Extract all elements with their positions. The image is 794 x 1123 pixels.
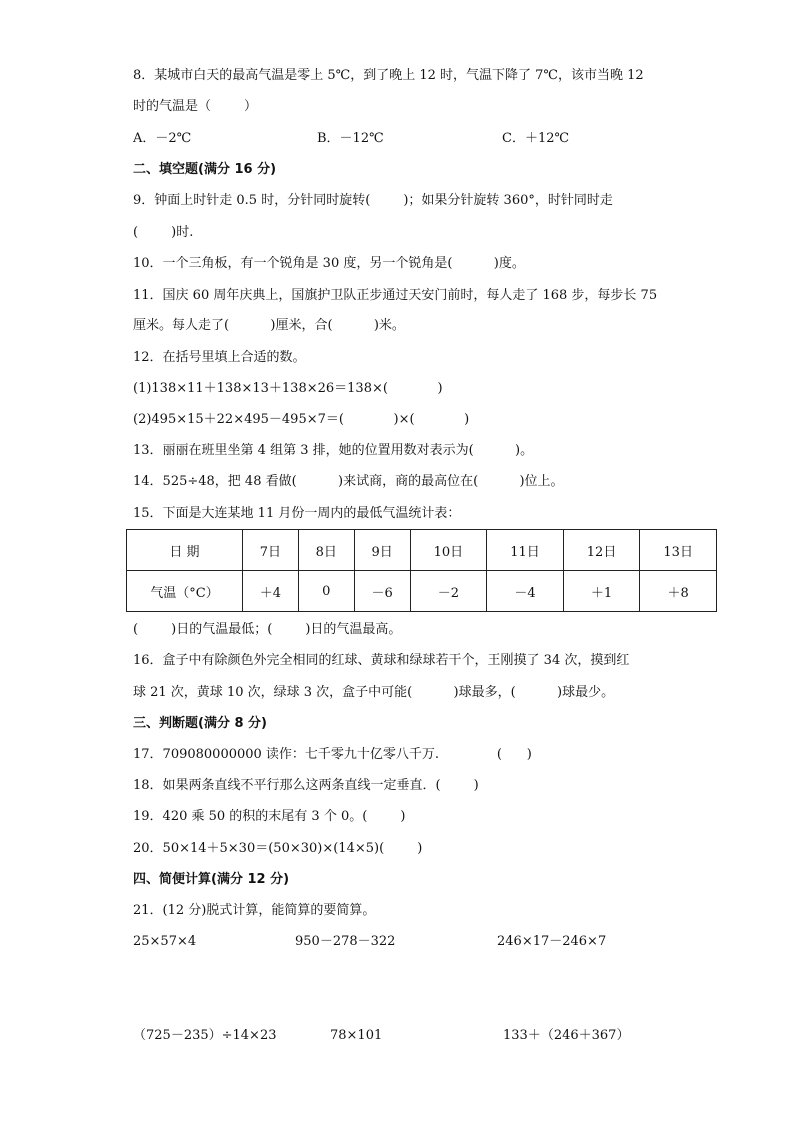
q15-title: 15．下面是大连某地 11 月份一周内的最低气温统计表： (133, 506, 461, 521)
table-cell-date: 13日 (640, 530, 717, 571)
table-cell-date: 10日 (410, 530, 487, 571)
q21-expression: 78×101 (330, 1028, 383, 1043)
q16-line1: 16．盒子中有除颜色外完全相同的红球、黄球和绿球若干个，王刚摸了 34 次，摸到红 (133, 653, 630, 668)
temperature-table (126, 529, 717, 612)
q8-option-a: A．－2℃ (133, 131, 192, 146)
table-header-date: 日 期 (127, 530, 243, 571)
table-cell-temp: 0 (298, 571, 354, 612)
table-cell-temp: ＋8 (640, 571, 717, 612)
table-row (127, 571, 717, 612)
q15-answer: ( )日的气温最低；( )日的气温最高。 (133, 622, 402, 637)
table-cell-temp: －6 (354, 571, 410, 612)
q21-expression: 950－278－322 (295, 934, 396, 949)
table-cell-temp: －2 (410, 571, 487, 612)
table-header-temperature: 气温（°C） (127, 571, 243, 612)
question-13: 13．丽丽在班里坐第 4 组第 3 排，她的位置用数对表示为( )。 (133, 443, 534, 458)
question-18: 18．如果两条直线不平行那么这两条直线一定垂直．( ) (133, 778, 479, 793)
q21-expression: （725－235）÷14×23 (133, 1028, 277, 1043)
q21-title: 21．(12 分)脱式计算，能简算的要简算。 (133, 903, 376, 918)
q8-line1: 8．某城市白天的最高气温是零上 5℃，到了晚上 12 时，气温下降了 7℃，该市当晚 12 (133, 68, 644, 83)
table-cell-date: 11日 (487, 530, 564, 571)
q21-expression: 133＋（246＋367） (503, 1028, 630, 1043)
section-heading-true-false: 三、判断题(满分 8 分) (133, 716, 267, 731)
q8-line2: 时的气温是（ ） (133, 99, 258, 114)
q16-line2: 球 21 次，黄球 10 次，绿球 3 次，盒子中可能( )球最多，( )球最少。 (133, 685, 615, 700)
table-row (127, 530, 717, 571)
q21-expression: 246×17－246×7 (497, 934, 607, 949)
question-20: 20．50×14＋5×30＝(50×30)×(14×5)( ) (133, 841, 423, 856)
q12-title: 12．在括号里填上合适的数。 (133, 350, 306, 365)
question-17: 17．709080000000 读作：七千零九十亿零八千万. ( ) (133, 747, 532, 762)
table-cell-temp: －4 (487, 571, 564, 612)
table-cell-date: 7日 (243, 530, 299, 571)
q8-option-c: C．＋12℃ (502, 131, 570, 146)
q12-sub2: (2)495×15＋22×495－495×7＝( )×( ) (133, 412, 470, 427)
q9-line1: 9．钟面上时针走 0.5 时，分针同时旋转( )；如果分针旋转 360°，时针同时走 (133, 193, 613, 208)
section-heading-fill-in: 二、填空题(满分 16 分) (133, 162, 277, 177)
question-10: 10．一个三角板，有一个锐角是 30 度，另一个锐角是( )度。 (133, 256, 525, 271)
table-cell-temp: ＋4 (243, 571, 299, 612)
table-cell-date: 8日 (298, 530, 354, 571)
q12-sub1: (1)138×11＋138×13＋138×26＝138×( ) (133, 381, 443, 396)
q11-line2: 厘米。每人走了( )厘米，合( )米。 (133, 318, 405, 333)
q9-line2: ( )时. (133, 225, 194, 240)
table-cell-temp: ＋1 (563, 571, 640, 612)
table-cell-date: 12日 (563, 530, 640, 571)
table-cell-date: 9日 (354, 530, 410, 571)
q8-option-b: B．－12℃ (317, 131, 384, 146)
section-heading-simplified-calc: 四、简便计算(满分 12 分) (133, 872, 290, 887)
q11-line1: 11．国庆 60 周年庆典上，国旗护卫队正步通过天安门前时，每人走了 168 步，每步长 75 (133, 288, 658, 303)
q21-expression: 25×57×4 (133, 934, 197, 949)
question-14: 14．525÷48，把 48 看做( )来试商，商的最高位在( )位上。 (133, 474, 564, 489)
question-19: 19．420 乘 50 的积的末尾有 3 个 0。( ) (133, 809, 406, 824)
